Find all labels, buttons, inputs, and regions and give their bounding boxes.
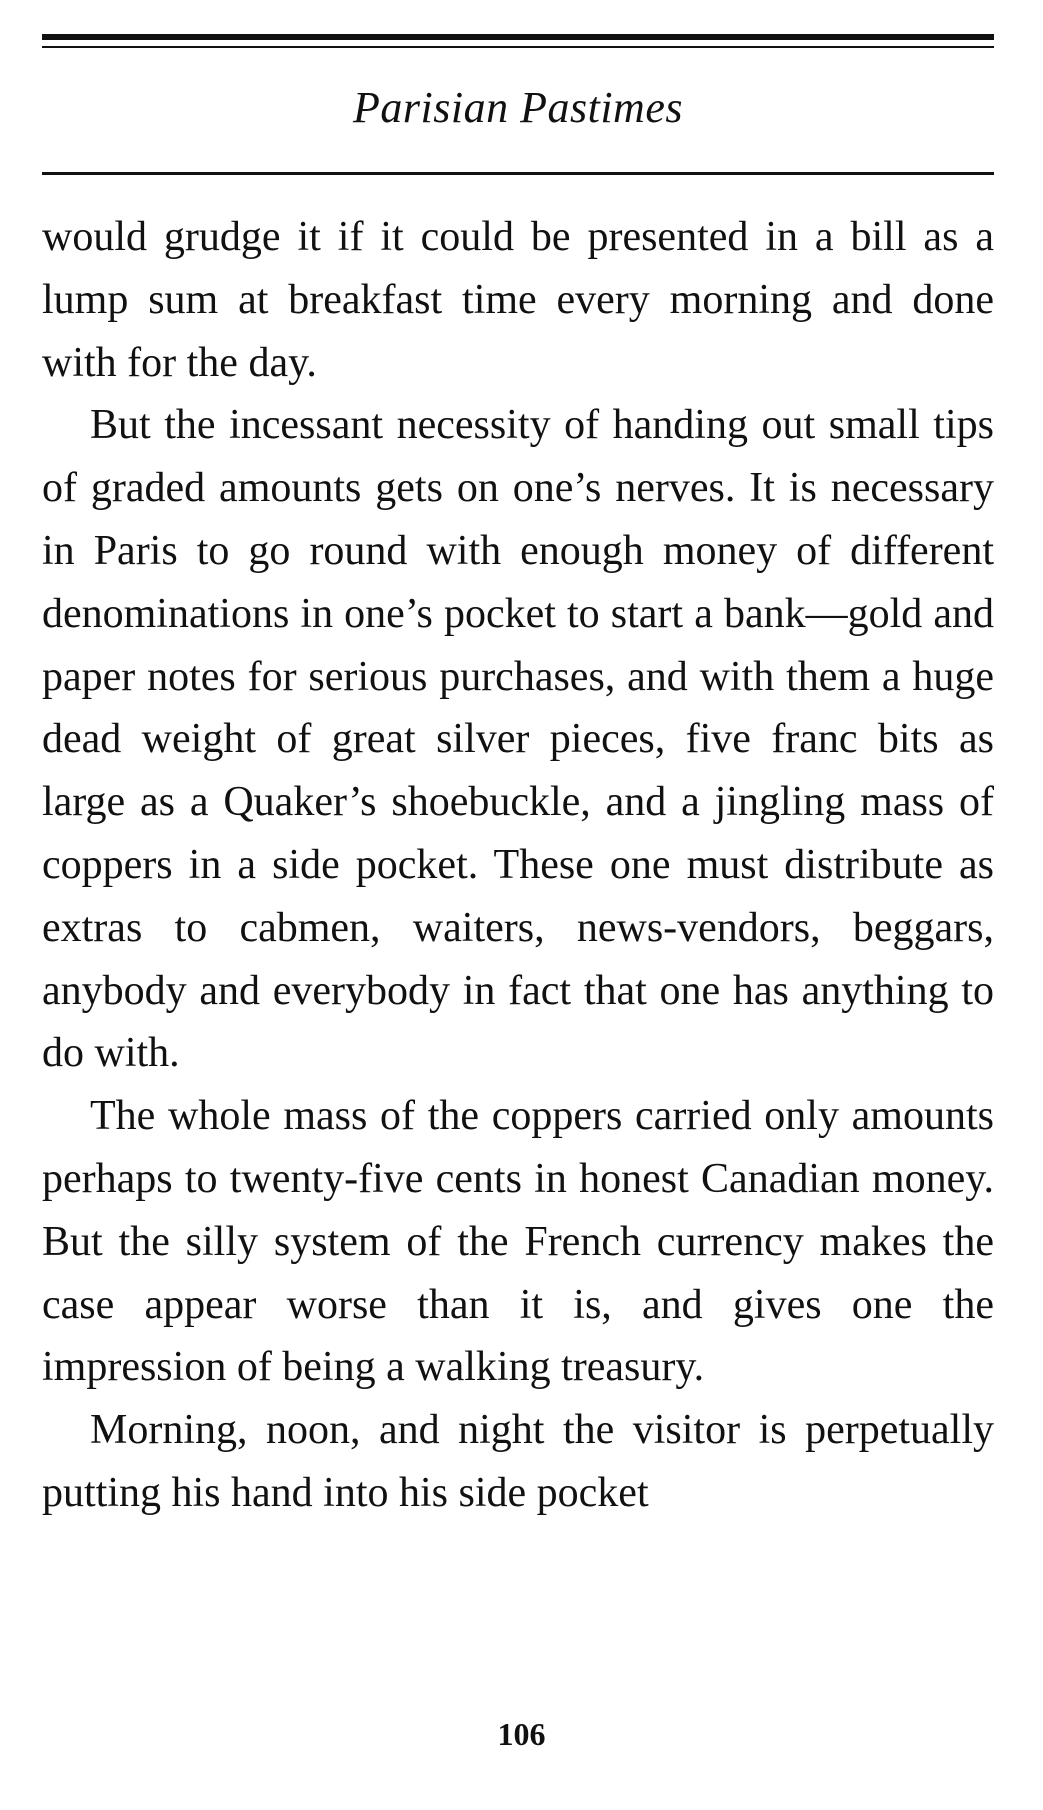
- top-rule-thick: [42, 34, 994, 40]
- paragraph: Morning, noon, and night the visitor is perpetually putting his hand into his side pocket: [42, 1407, 994, 1516]
- running-head: Parisian Pastimes: [353, 83, 683, 132]
- top-rule-thin: [42, 46, 994, 48]
- body-text: [42, 206, 994, 1525]
- page-number: 106: [497, 1716, 546, 1752]
- paragraph: But the incessant necessity of handing out small tips of graded amounts gets on one’s nerves. It is necessary in Paris to go round with enough money of different denominations in one’s pocket to start a bank—gold and paper notes for serious purchases, and with them a huge dead weight of great silver pieces, five franc bits as large as a Quaker’s shoebuckle, and a jingling mass of coppers in a side pocket. These one must distribute as extras to cabmen, waiters, news-vendors, beggars, anybody and everybody in fact that one has anything to do with.: [42, 402, 994, 1077]
- paragraph: The whole mass of the coppers carried only amounts perhaps to twenty-five cents in honest Canadian money. But the silly system of the French currency makes the case appear worse than it is, and gives one the impression of being a walking treasury.: [42, 1093, 994, 1391]
- paragraph-continued: would grudge it if it could be presented in a bill as a lump sum at breakfast time every morning and done with for the day.: [42, 214, 994, 386]
- header-rule: [42, 172, 994, 175]
